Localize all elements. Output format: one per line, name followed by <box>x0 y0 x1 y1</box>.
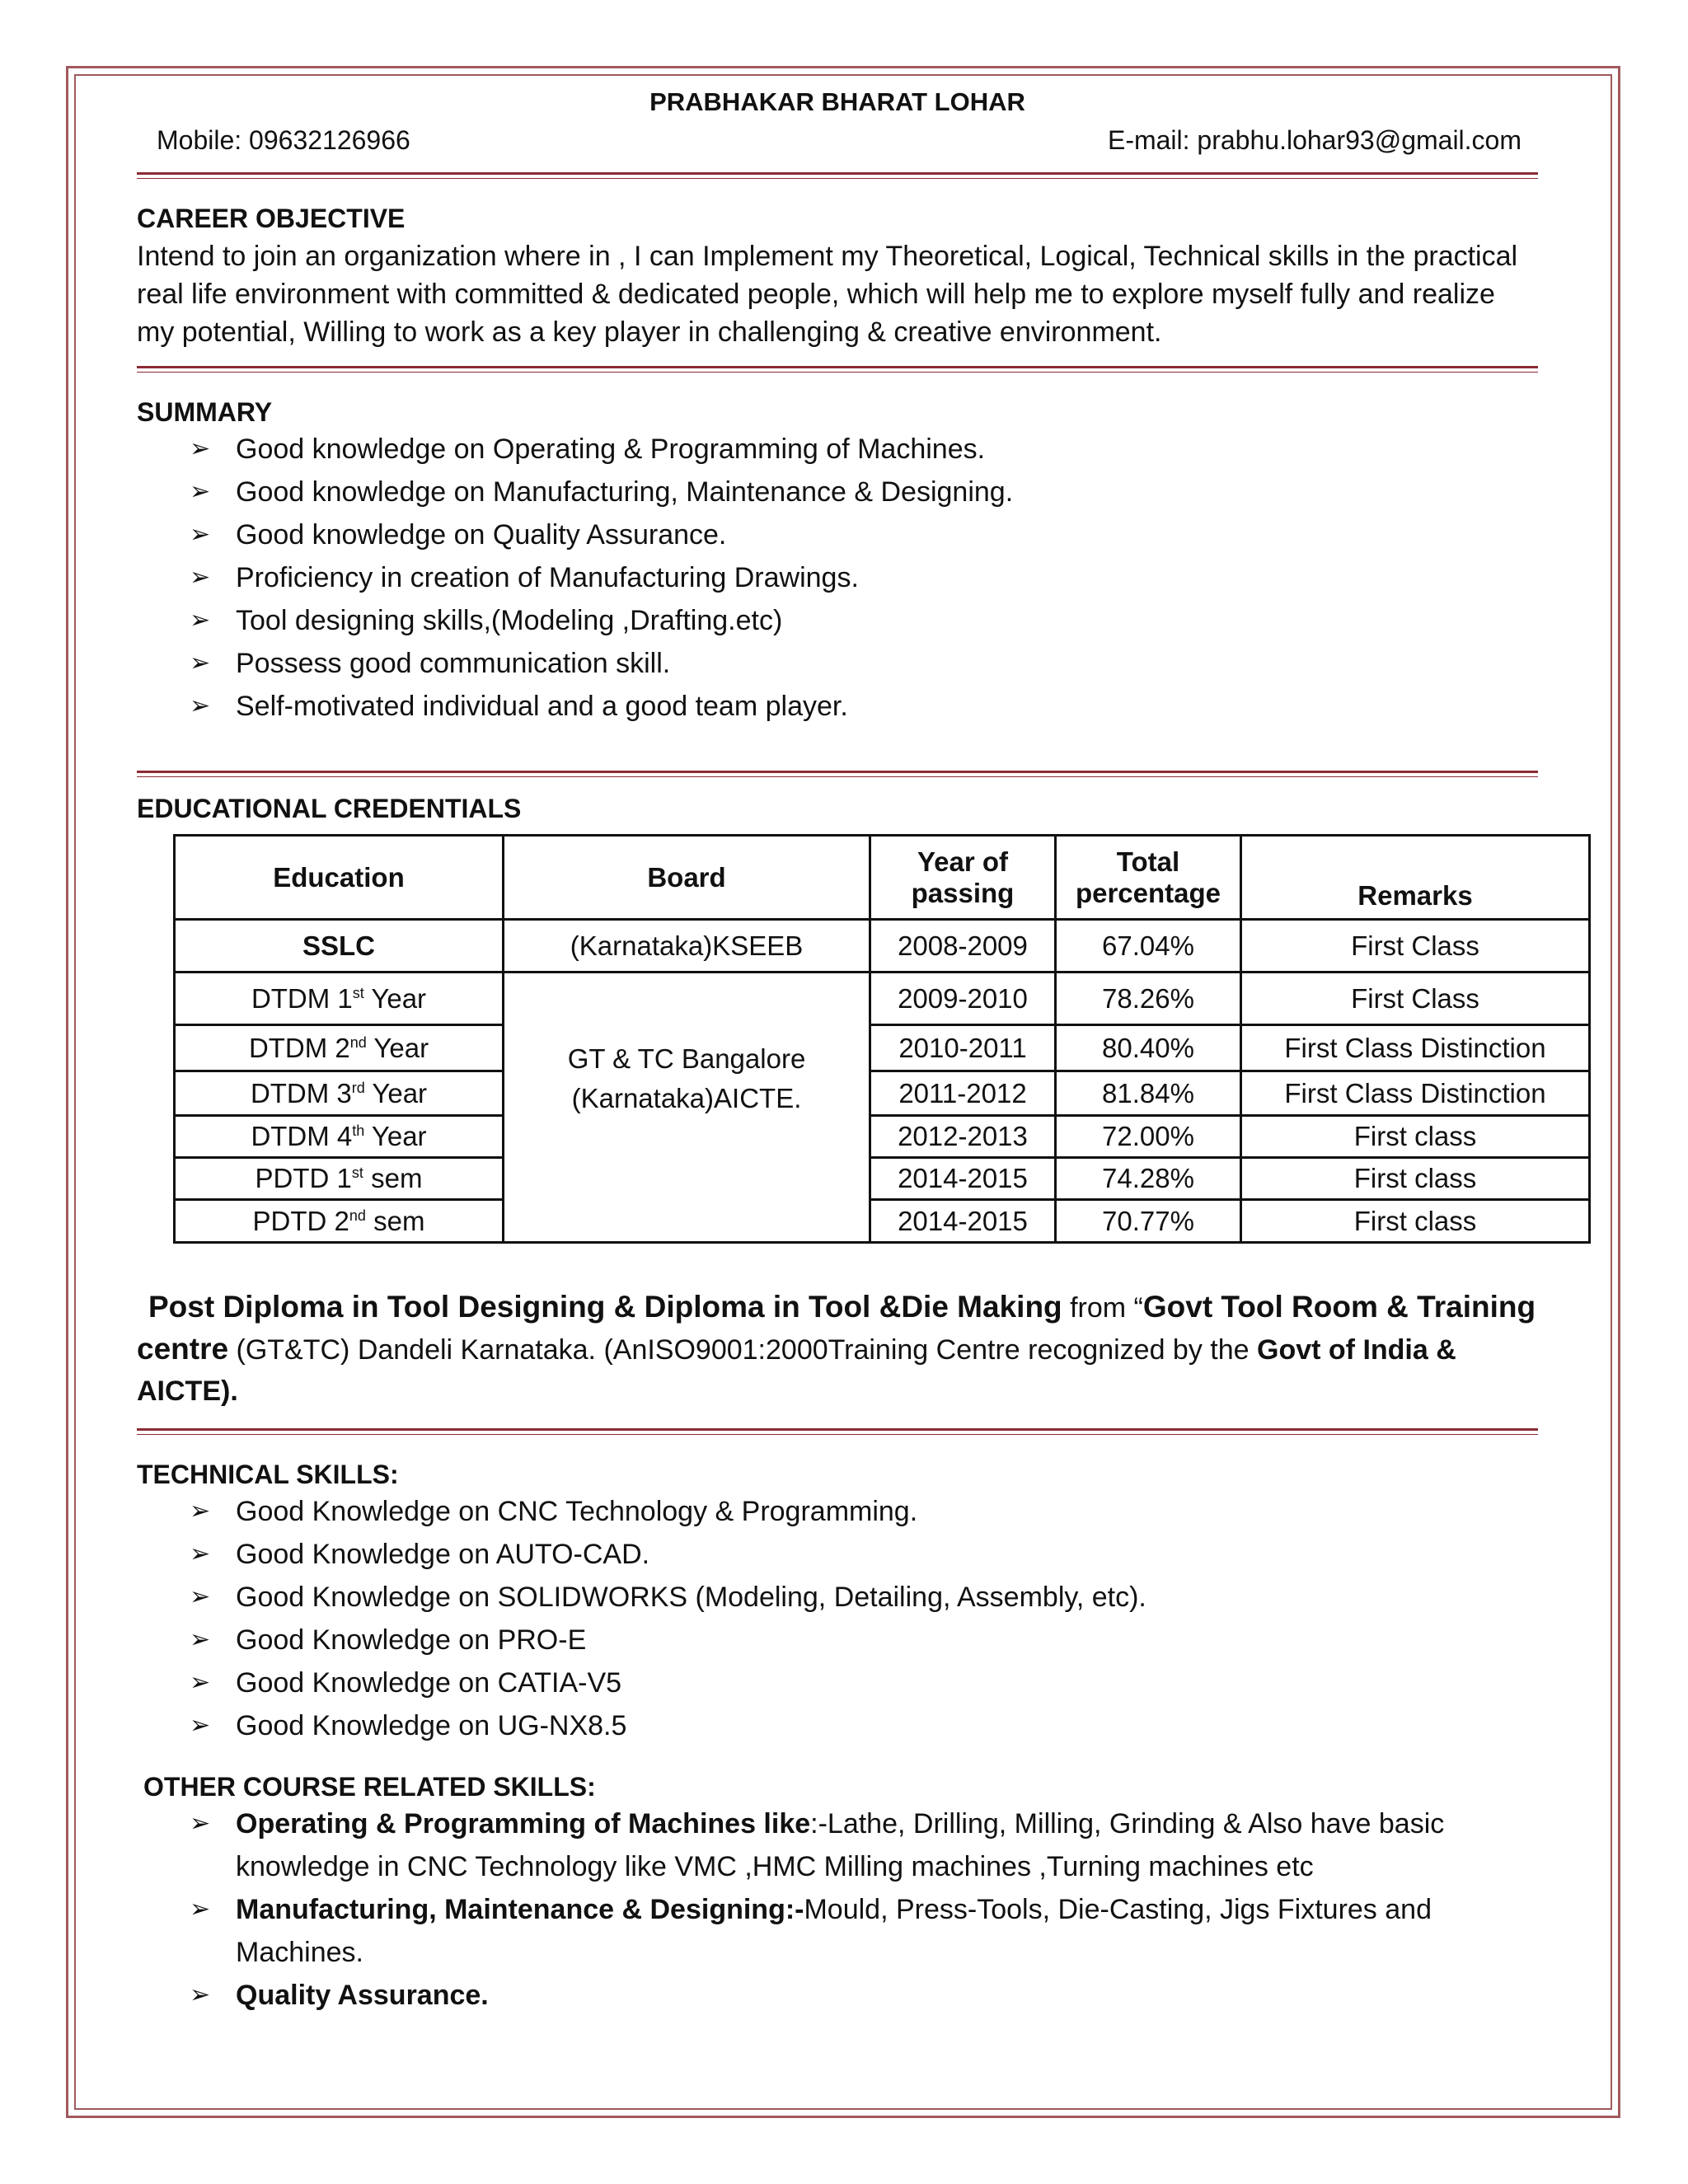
arrow-bullet-icon: ➢ <box>190 607 211 634</box>
table-row: DTDM 1st Year GT & TC Bangalore (Karnataka)AICTE. 2009-2010 78.26% First Class <box>175 972 1590 1025</box>
list-item: ➢ Proficiency in creation of Manufacturing Drawings. <box>190 556 1538 599</box>
arrow-bullet-icon: ➢ <box>190 649 211 677</box>
arrow-bullet-icon: ➢ <box>190 435 211 462</box>
section-divider <box>137 172 1538 179</box>
list-item: ➢ Good Knowledge on CATIA-V5 <box>190 1661 1538 1704</box>
table-row: DTDM 2nd Year 2010-2011 80.40% First Class Distinction <box>175 1025 1590 1071</box>
table-row: PDTD 2nd sem 2014-2015 70.77% First class <box>175 1200 1590 1243</box>
table-header-row <box>175 836 1590 920</box>
arrow-bullet-icon: ➢ <box>190 692 211 719</box>
education-table <box>173 834 1591 1244</box>
table-row: DTDM 4th Year 2012-2013 72.00% First class <box>175 1116 1590 1158</box>
technical-skills-list <box>137 1490 1538 1747</box>
list-item: ➢ Good Knowledge on CNC Technology & Programming. <box>190 1490 1538 1533</box>
arrow-bullet-icon: ➢ <box>190 1540 211 1568</box>
technical-skills-heading: TECHNICAL SKILLS: <box>137 1460 399 1489</box>
arrow-bullet-icon: ➢ <box>190 1896 211 1923</box>
diploma-statement: Post Diploma in Tool Designing & Diploma in Tool &Die Making from “Govt Tool Room & Training centre (GT&TC) Dandeli Karnataka. (AnISO9001:2000Training Centre recognized by the Govt of India & AICTE). <box>137 1290 1536 1407</box>
table-row: DTDM 3rd Year 2011-2012 81.84% First Class Distinction <box>175 1071 1590 1116</box>
summary-list <box>137 428 1538 728</box>
list-item: ➢ Operating & Programming of Machines like:-Lathe, Drilling, Milling, Grinding & Also have basic knowledge in CNC Technology like VMC ,HMC Milling machines ,Turning machines etc <box>190 1802 1538 1888</box>
arrow-bullet-icon: ➢ <box>190 1583 211 1610</box>
list-item: ➢ Good knowledge on Quality Assurance. <box>190 513 1538 556</box>
list-item: ➢ Good knowledge on Operating & Programming of Machines. <box>190 428 1538 471</box>
summary-heading: SUMMARY <box>137 397 273 427</box>
header-percentage: Total percentage <box>1056 836 1241 920</box>
arrow-bullet-icon: ➢ <box>190 1626 211 1653</box>
arrow-bullet-icon: ➢ <box>190 478 211 505</box>
arrow-bullet-icon: ➢ <box>190 564 211 591</box>
list-item: ➢ Tool designing skills,(Modeling ,Drafting.etc) <box>190 599 1538 642</box>
section-divider <box>137 771 1538 777</box>
header-year: Year of passing <box>870 836 1056 920</box>
arrow-bullet-icon: ➢ <box>190 1981 211 2008</box>
list-item: ➢ Manufacturing, Maintenance & Designing:-Mould, Press-Tools, Die-Casting, Jigs Fixtures and Machines. <box>190 1888 1538 1974</box>
arrow-bullet-icon: ➢ <box>190 1497 211 1525</box>
other-skills-heading: OTHER COURSE RELATED SKILLS: <box>143 1772 596 1802</box>
arrow-bullet-icon: ➢ <box>190 1712 211 1739</box>
contact-row <box>157 125 1522 156</box>
list-item: ➢ Good Knowledge on PRO-E <box>190 1619 1538 1661</box>
list-item: ➢ Good Knowledge on UG-NX8.5 <box>190 1704 1538 1747</box>
email-address: E-mail: prabhu.lohar93@gmail.com <box>1107 125 1522 155</box>
list-item: ➢ Good Knowledge on SOLIDWORKS (Modeling, Detailing, Assembly, etc). <box>190 1576 1538 1619</box>
arrow-bullet-icon: ➢ <box>190 1810 211 1837</box>
arrow-bullet-icon: ➢ <box>190 1669 211 1696</box>
merged-board-cell: GT & TC Bangalore (Karnataka)AICTE. <box>504 972 870 1243</box>
header-education: Education <box>175 836 504 920</box>
header-remarks: Remarks <box>1241 836 1590 920</box>
table-row: SSLC (Karnataka)KSEEB 2008-2009 67.04% First Class <box>175 920 1590 972</box>
list-item: ➢ Quality Assurance. <box>190 1974 1538 2017</box>
list-item: ➢ Good Knowledge on AUTO-CAD. <box>190 1533 1538 1576</box>
career-objective-text: Intend to join an organization where in , I can Implement my Theoretical, Logical, Technical skills in the practical real life environment with committed & dedicated people, which will help me to explore myself fully and realize my potential, Willing to work as a key player in challenging & creative environment. <box>137 241 1518 348</box>
arrow-bullet-icon: ➢ <box>190 521 211 548</box>
list-item: ➢ Possess good communication skill. <box>190 642 1538 685</box>
other-skills-list <box>137 1802 1538 2017</box>
career-objective-heading: CAREER OBJECTIVE <box>137 204 406 233</box>
table-row: PDTD 1st sem 2014-2015 74.28% First class <box>175 1158 1590 1200</box>
education-heading: EDUCATIONAL CREDENTIALS <box>137 794 522 823</box>
header-board: Board <box>504 836 870 920</box>
candidate-name: PRABHAKAR BHARAT LOHAR <box>649 87 1025 116</box>
section-divider <box>137 366 1538 373</box>
section-divider <box>137 1428 1538 1435</box>
list-item: ➢ Good knowledge on Manufacturing, Maintenance & Designing. <box>190 471 1538 513</box>
list-item: ➢ Self-motivated individual and a good team player. <box>190 685 1538 728</box>
resume-content <box>137 82 1546 2017</box>
mobile-number: Mobile: 09632126966 <box>157 125 410 155</box>
